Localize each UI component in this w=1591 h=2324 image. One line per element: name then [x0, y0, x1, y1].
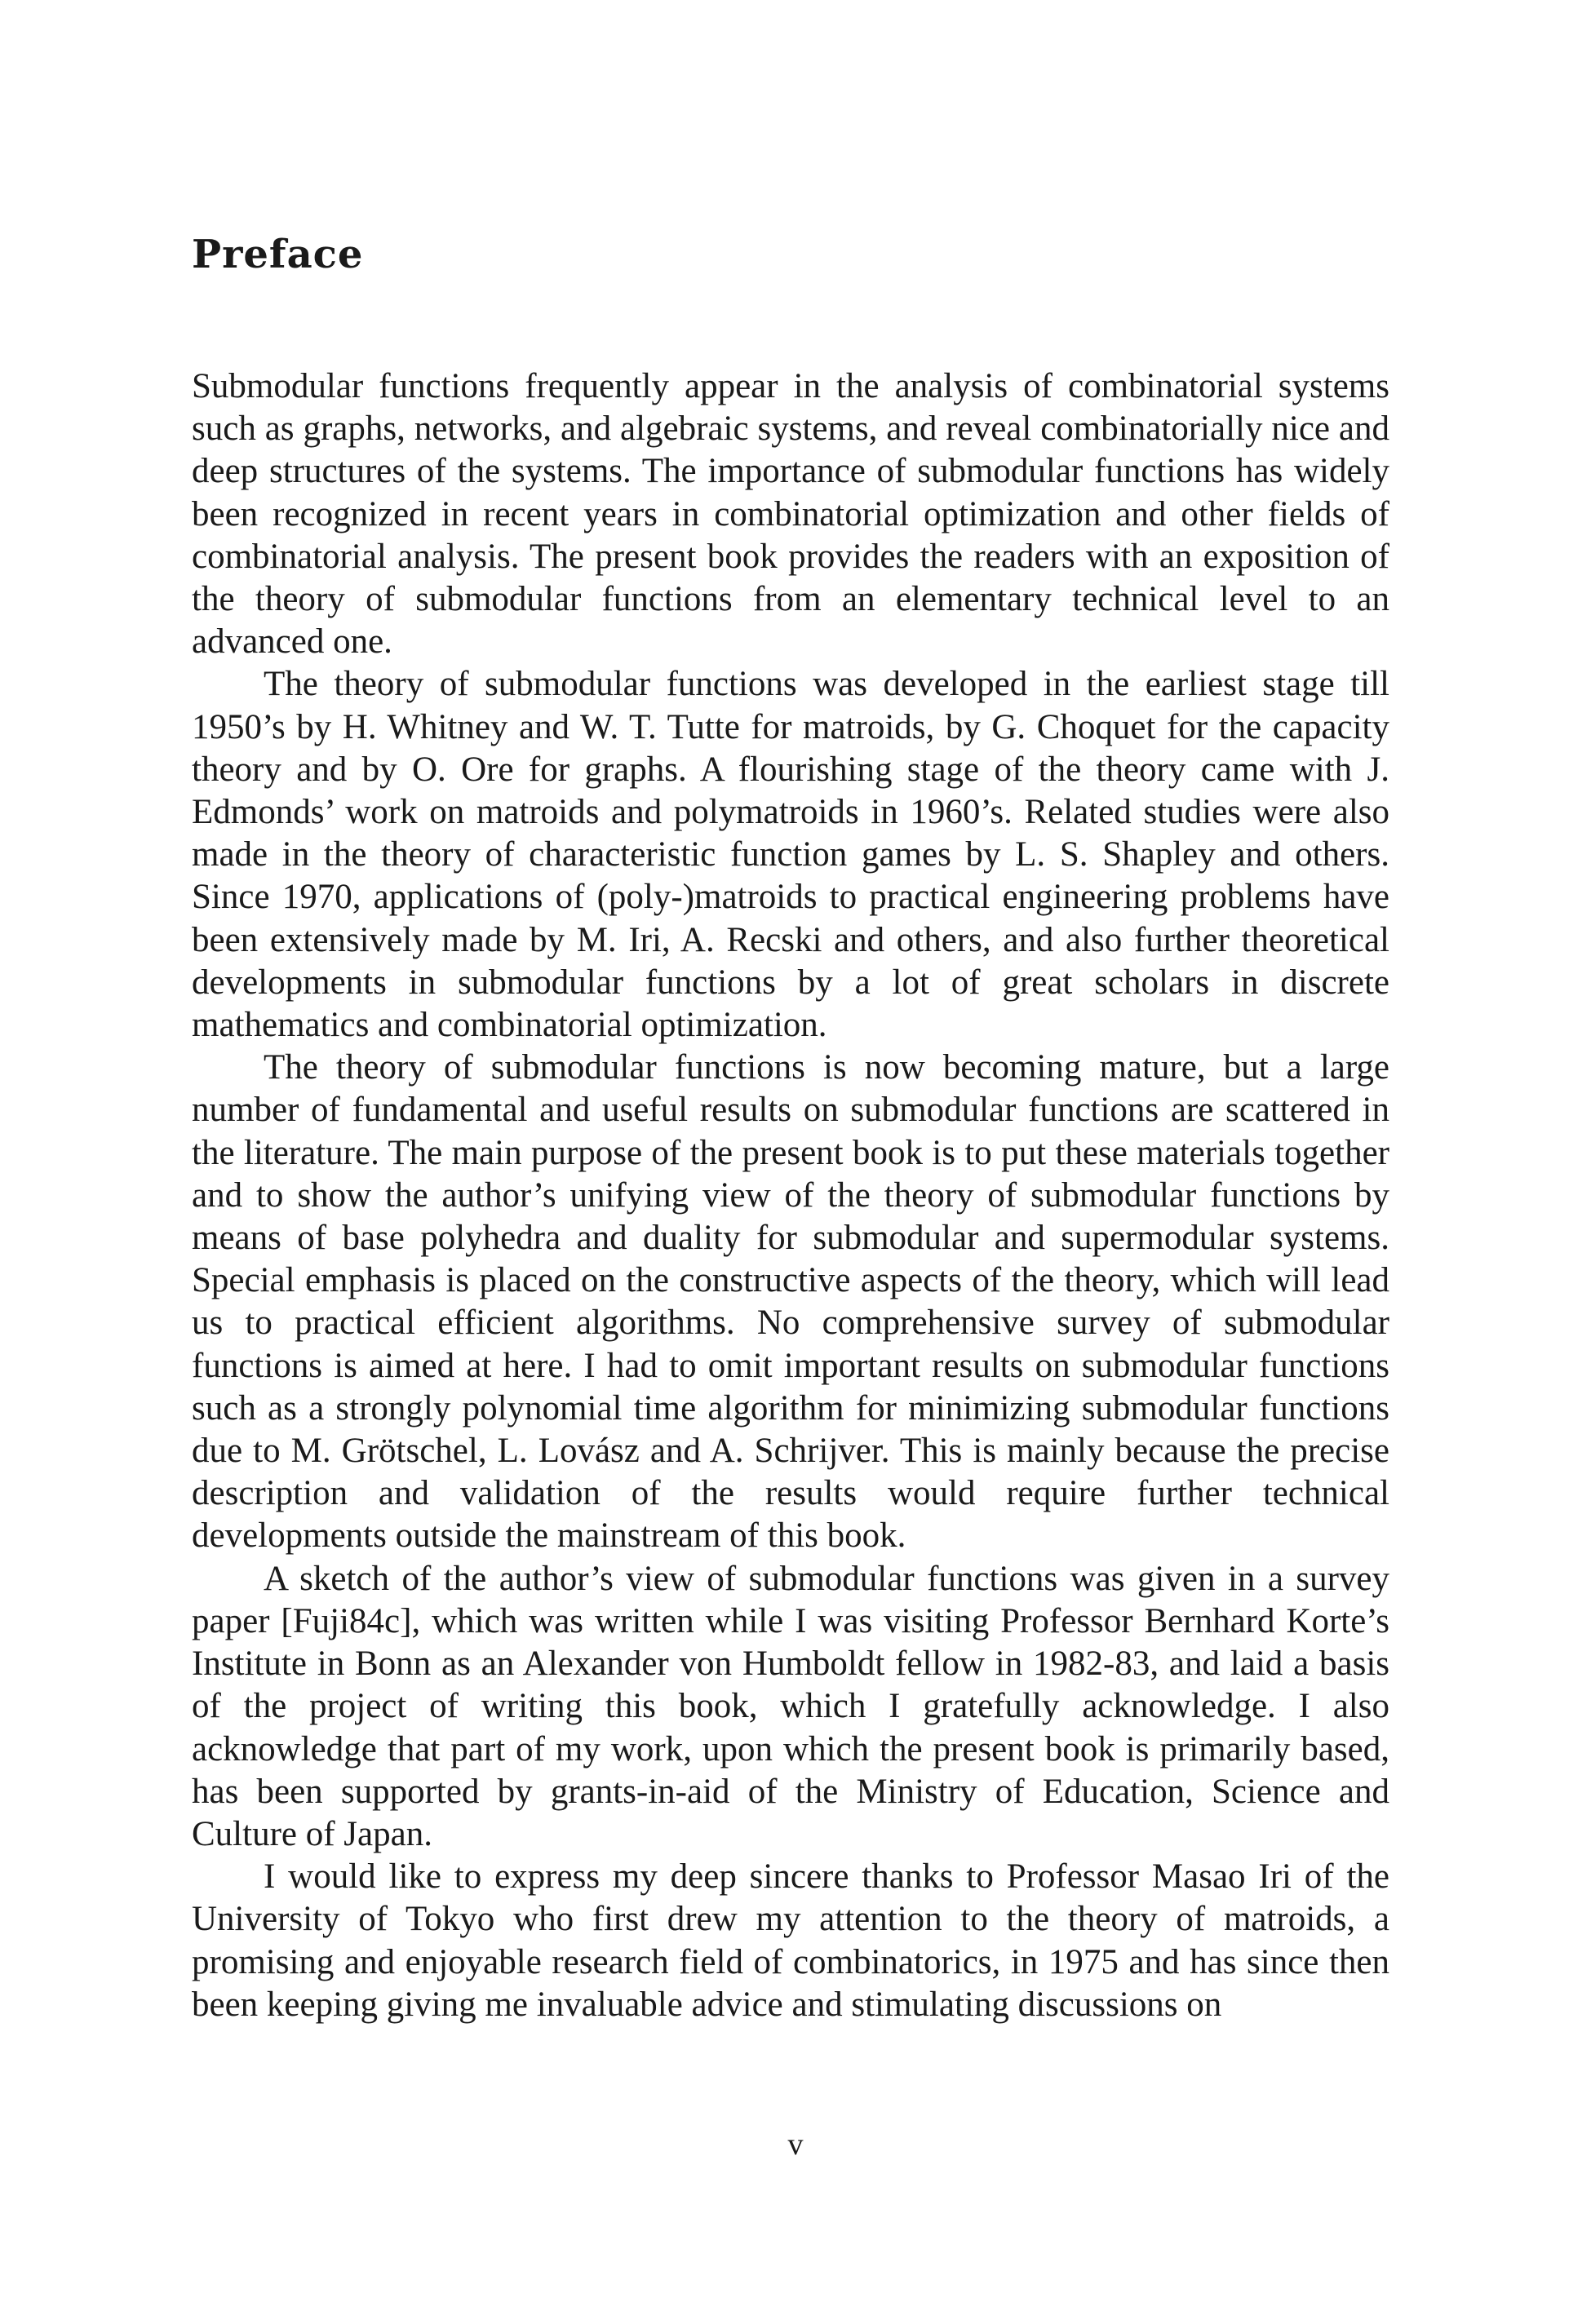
page-number: v: [787, 2127, 804, 2162]
paragraph-acknowledgement: A sketch of the author’s view of submodular functions was given in a survey paper [Fuji84c], which was written while I was visiting Professor Bernhard Korte’s Institute in Bonn as an Alexander von Humboldt fellow in 1982-83, and laid a basis of the project of writing this book, which I gratefully acknowledge. I also acknowledge that part of my work, upon which the present book is primarily based, has been supported by grants-in-aid of the Ministry of Education, Science and Culture of Japan.: [192, 1559, 1389, 1853]
paragraph-intro: Submodular functions frequently appear in the analysis of combinatorial systems such as graphs, networks, and algebraic systems, and reveal combinatorially nice and deep structures of the systems. The importance of submodular functions has widely been recognized in recent years in combinatorial optimization and other fields of combinatorial analysis. The present book provides the readers with an exposition of the theory of submodular functions from an elementary technical level to an advanced one.: [192, 367, 1389, 662]
preface-body: [192, 365, 1389, 2026]
paragraph-purpose: The theory of submodular functions is now becoming mature, but a large number of fundamental and useful results on submodular functions are scattered in the literature. The main purpose of the present book is to put these materials together and to show the author’s unifying view of the theory of submodular functions by means of base polyhedra and duality for submodular and supermodular systems. Special emphasis is placed on the constructive aspects of the theory, which will lead us to practical efficient algorithms. No comprehensive survey of submodular functions is aimed at here. I had to omit important results on submodular functions such as a strongly polynomial time algorithm for minimizing submodular functions due to M. Grötschel, L. Lovász and A. Schrijver. This is mainly because the precise description and validation of the results would require further technical developments outside the mainstream of this book.: [192, 1048, 1389, 1556]
paragraph-thanks: I would like to express my deep sincere thanks to Professor Masao Iri of the University of Tokyo who first drew my attention to the theory of matroids, a promising and enjoyable research field of combinatorics, in 1975 and has since then been keeping giving me invaluable advice and stimulating discussions on: [192, 1857, 1389, 2024]
paragraph-history: The theory of submodular functions was developed in the earliest stage till 1950’s by H. Whitney and W. T. Tutte for matroids, by G. Choquet for the capacity theory and by O. Ore for graphs. A flourishing stage of the theory came with J. Edmonds’ work on matroids and polymatroids in 1960’s. Related studies were also made in the theory of characteristic function games by L. S. Shapley and others. Since 1970, applications of (poly-)matroids to practical engineering problems have been extensively made by M. Iri, A. Recski and others, and also further theoretical developments in submodular functions by a lot of great scholars in discrete mathematics and combinatorial optimization.: [192, 665, 1389, 1045]
page-title: Preface: [192, 232, 364, 277]
